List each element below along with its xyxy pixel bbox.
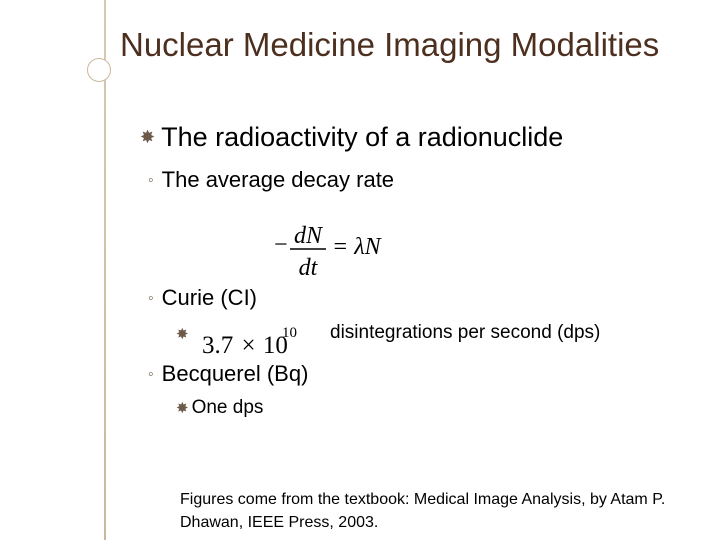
item-curie xyxy=(148,284,257,313)
equation-minus: − xyxy=(274,232,288,258)
curie-times: × xyxy=(241,332,256,359)
decorative-rule xyxy=(104,0,106,540)
bullet-circle-icon: ◦ xyxy=(148,172,154,189)
equation-denominator: dt xyxy=(298,255,318,281)
curie-mantissa: 3.7 xyxy=(202,332,234,359)
bullet-radioactivity-text: The radioactivity of a radionuclide xyxy=(161,122,564,152)
decorative-circle-icon xyxy=(87,58,111,82)
item-average-decay-rate-text: The average decay rate xyxy=(161,167,395,192)
becquerel-definition-text: One dps xyxy=(191,397,264,418)
equation-rhs: = λN xyxy=(332,234,381,260)
bullet-radioactivity xyxy=(140,120,563,154)
curie-base: 10 xyxy=(262,332,288,359)
curie-definition xyxy=(176,322,192,347)
bullet-arrow-icon: ✸ xyxy=(140,127,156,147)
decay-rate-equation xyxy=(272,215,392,281)
source-footnote: Figures come from the textbook: Medical Image Analysis, by Atam P. Dhawan, IEEE Press, 2003. xyxy=(180,491,666,531)
item-average-decay-rate xyxy=(148,166,394,195)
curie-exponent: 10 xyxy=(282,325,297,341)
bullet-arrow-icon: ✸ xyxy=(176,400,189,417)
item-curie-text: Curie (CI) xyxy=(161,285,258,310)
equation-numerator: dN xyxy=(293,223,323,249)
item-becquerel xyxy=(148,360,308,389)
bullet-circle-icon: ◦ xyxy=(148,290,154,307)
curie-definition-text: disintegrations per second (dps) xyxy=(330,322,601,343)
bullet-arrow-icon: ✸ xyxy=(176,326,189,343)
bullet-circle-icon: ◦ xyxy=(148,366,154,383)
becquerel-definition xyxy=(176,396,263,421)
slide-title: Nuclear Medicine Imaging Modalities xyxy=(120,26,660,63)
item-becquerel-text: Becquerel (Bq) xyxy=(161,361,309,386)
svg-text:3.7 × 10 xyxy=(202,332,288,359)
curie-value-equation xyxy=(202,313,312,361)
